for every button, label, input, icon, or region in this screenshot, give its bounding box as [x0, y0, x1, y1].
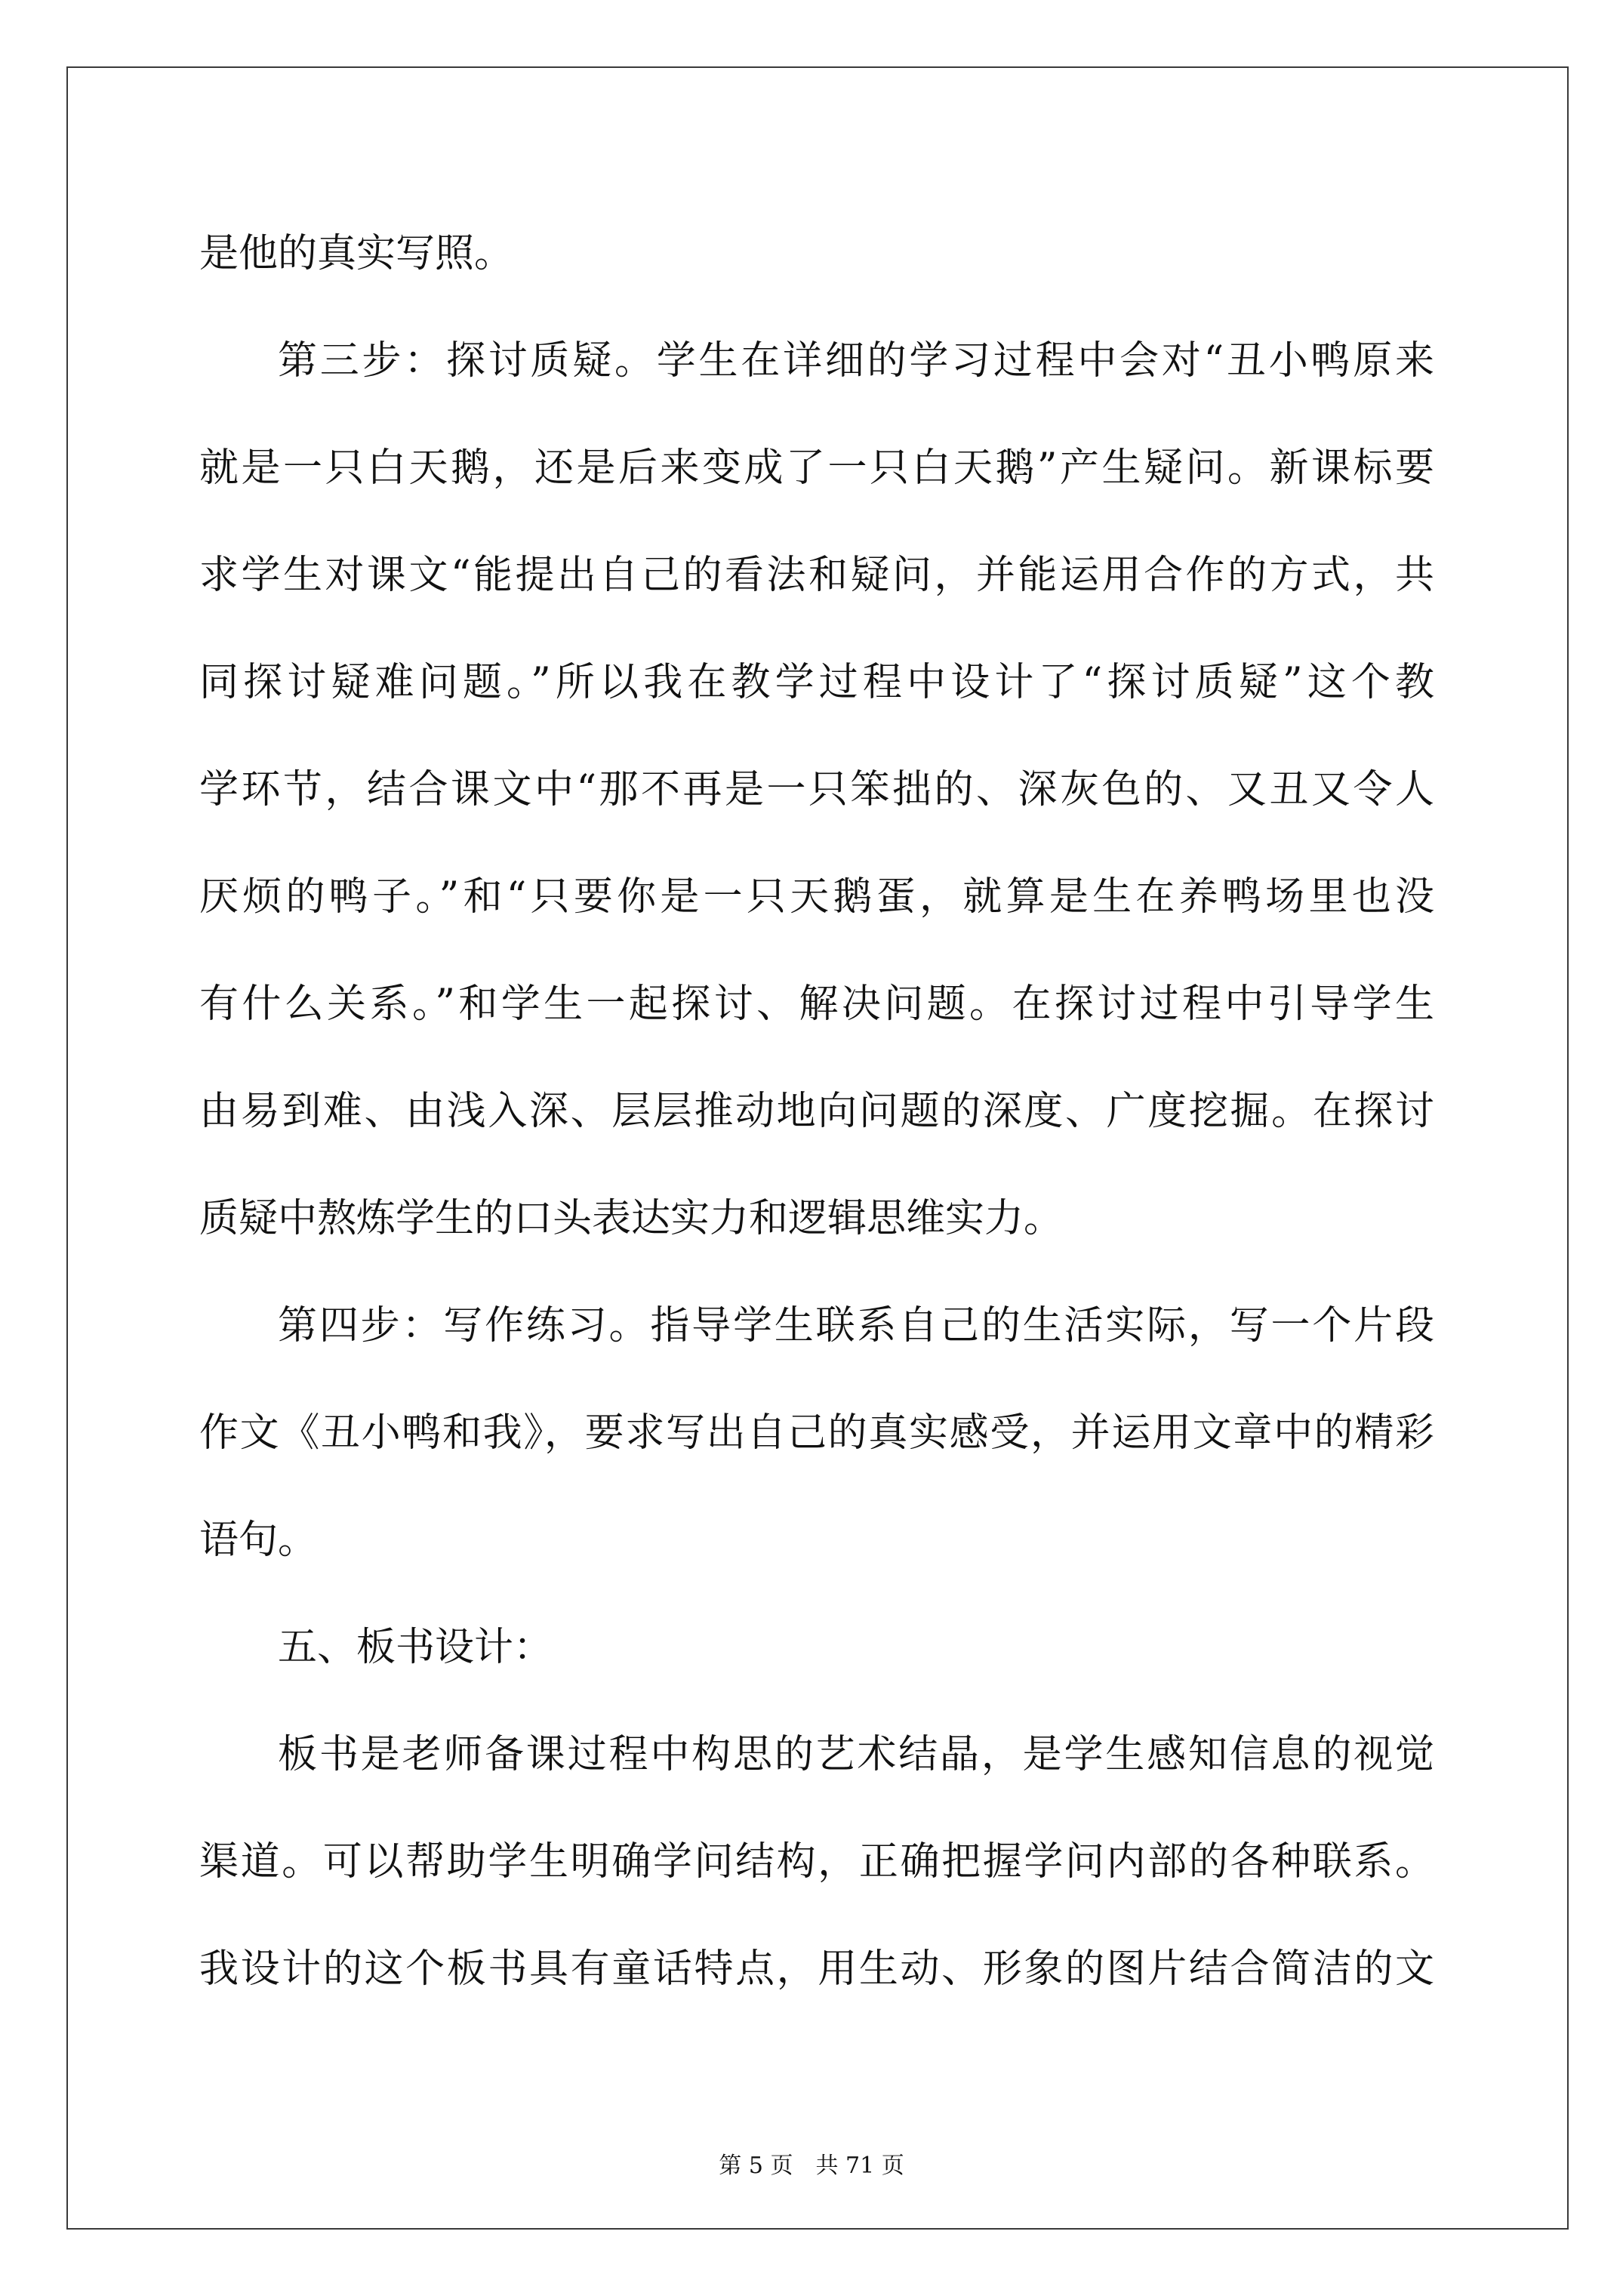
text-line: 第三步：探讨质疑。学生在详细的学习过程中会对“丑小鸭原来	[278, 338, 1434, 384]
text-line: 求学生对课文“能提出自己的看法和疑问，并能运用合作的方式，共	[199, 553, 1434, 598]
text-line: 厌烦的鸭子。”和“只要你是一只天鹅蛋，就算是生在养鸭场里也没	[199, 874, 1434, 920]
text-line: 第四步：写作练习。指导学生联系自己的生活实际，写一个片段	[278, 1303, 1434, 1348]
text-line: 质疑中熬炼学生的口头表达实力和逻辑思维实力。	[199, 1196, 1064, 1241]
text-line: 就是一只白天鹅，还是后来变成了一只白天鹅”产生疑问。新课标要	[199, 445, 1434, 491]
document-body	[199, 200, 1434, 2023]
text-line: 我设计的这个板书具有童话特点，用生动、形象的图片结合简洁的文	[199, 1946, 1434, 1992]
paragraph	[199, 200, 1434, 307]
text-line: 语句。	[199, 1518, 318, 1563]
text-line: 板书是老师备课过程中构思的艺术结晶，是学生感知信息的视觉	[278, 1732, 1434, 1777]
paragraph	[199, 1594, 1434, 1701]
text-line: 学环节，结合课文中“那不再是一只笨拙的、深灰色的、又丑又令人	[199, 767, 1434, 812]
paragraph	[199, 307, 1434, 1272]
text-line: 由易到难、由浅入深、层层推动地向问题的深度、广度挖掘。在探讨	[199, 1089, 1434, 1134]
text-line: 五、板书设计：	[278, 1625, 553, 1670]
text-line: 是他的真实写照。	[199, 231, 514, 276]
paragraph	[199, 1272, 1434, 1594]
text-line: 渠道。可以帮助学生明确学问结构，正确把握学问内部的各种联系。	[199, 1839, 1434, 1885]
paragraph	[199, 1701, 1434, 2023]
page-number-footer: 第 5 页 共 71 页	[719, 2153, 904, 2179]
text-line: 作文《丑小鸭和我》，要求写出自己的真实感受，并运用文章中的精彩	[199, 1410, 1434, 1456]
text-line: 有什么关系。”和学生一起探讨、解决问题。在探讨过程中引导学生	[199, 982, 1434, 1027]
text-line: 同探讨疑难问题。”所以我在教学过程中设计了“探讨质疑”这个教	[199, 660, 1434, 705]
